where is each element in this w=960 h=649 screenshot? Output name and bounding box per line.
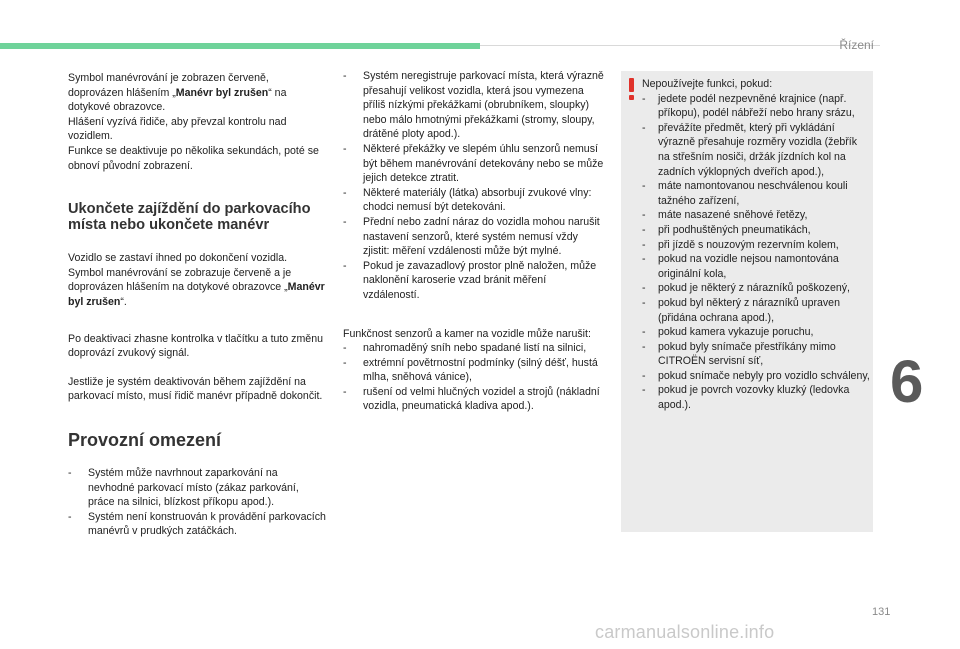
column-middle	[343, 69, 605, 414]
sensor-list	[343, 341, 605, 414]
message-manevr-zrusen: Manévr byl zrušen	[175, 86, 269, 99]
list-item: - Některé překážky ve slepém úhlu senzorů nemusí být během manévrování detekovány nebo se může jejich detekce ztratit.	[343, 142, 605, 186]
page-number: 131	[872, 606, 891, 618]
list-item: - Systém může navrhnout zaparkování na nevhodné parkovací místo (zákaz parkování, práce na silnici, blízkost příkopu apod.).	[68, 466, 326, 510]
column-left	[68, 71, 326, 539]
list-item: - při jízdě s nouzovým rezervním kolem,	[642, 238, 870, 253]
list-item: - Přední nebo zadní náraz do vozidla mohou narušit nastavení senzorů, které systém nemusí vždy zjistit: měření vzdálenosti může být mylné.	[343, 215, 605, 259]
paragraph-stop: Vozidlo se zastaví ihned po dokončení vozidla. Symbol manévrování se zobrazuje červeně a je doprovázen hlášením na dotykové obrazovce „Manévr byl zrušen“.	[68, 252, 325, 308]
list-item: - nahromaděný sníh nebo spadané listí na silnici,	[343, 341, 605, 356]
list-item: - Systém neregistruje parkovací místa, která výrazně přesahují velikost vozidla, která jsou vymezena příliš nízkými překážkami (obrubníkem, sloupky) nebo málo hmotnými překážkami (stromy, sloupy, drátěné ploty apod.).	[343, 69, 605, 142]
chapter-number: 6	[890, 348, 924, 415]
list-item: - při podhuštěných pneumatikách,	[642, 223, 870, 238]
list-item: - pokud snímače nebyly pro vozidlo schváleny,	[642, 369, 870, 384]
sensor-intro: Funkčnost senzorů a kamer na vozidle může narušit:	[343, 327, 591, 340]
watermark-text: carmanualsonline.info	[595, 622, 775, 642]
list-item: - máte namontovanou neschválenou kouli tažného zařízení,	[642, 179, 870, 208]
warning-intro: Nepoužívejte funkci, pokud:	[642, 78, 773, 90]
list-item: - převážíte předmět, který při vykládání výrazně přesahuje rozměry vozidla (žebřík na střešním nosiči, držák jízdních kol na zadních výklopných dveřích apod.),	[642, 121, 870, 179]
paragraph-finish-manoeuvre: Jestliže je systém deaktivován během zajíždění na parkovací místo, musí řidič manévr případně dokončit.	[68, 375, 323, 403]
warning-list	[642, 92, 870, 413]
list-item: - Pokud je zavazadlový prostor plně naložen, může naklonění karoserie vzad bránit měření vzdáleností.	[343, 259, 605, 303]
list-item: - pokud byly snímače přestříkány mimo CITROËN servisní síť,	[642, 340, 870, 369]
heading-end-parking: Ukončete zajíždění do parkovacího místa nebo ukončete manévr	[68, 201, 311, 234]
list-item: - extrémní povětrnostní podmínky (silný déšť, hustá mlha, sněhová vánice),	[343, 356, 605, 385]
limits-list-continued	[343, 69, 605, 303]
header-rule	[480, 45, 880, 46]
list-item: - jedete podél nezpevněné krajnice (např. příkopu), podél nábřeží nebo hrany srázu,	[642, 92, 870, 121]
list-item: - Systém není konstruován k provádění parkovacích manévrů v prudkých zatáčkách.	[68, 510, 326, 539]
list-item: - pokud byl některý z nárazníků upraven (přidána ochrana apod.),	[642, 296, 870, 325]
list-item: - pokud je některý z nárazníků poškozený,	[642, 281, 870, 296]
warning-exclamation-icon	[628, 78, 636, 100]
list-item: - pokud na vozidle nejsou namontována originální kola,	[642, 252, 870, 281]
list-item: - rušení od velmi hlučných vozidel a strojů (nákladní vozidla, pneumatická kladiva apod.).	[343, 385, 605, 414]
list-item: - Některé materiály (látka) absorbují zvukové vlny: chodci nemusí být detekováni.	[343, 186, 605, 215]
header-accent-bar	[0, 43, 480, 49]
paragraph-deactivation: Po deaktivaci zhasne kontrolka v tlačítku a tuto změnu doprovází zvukový signál.	[68, 332, 323, 360]
heading-operating-limits: Provozní omezení	[68, 429, 222, 450]
section-title: Řízení	[839, 38, 874, 52]
intro-paragraph: Symbol manévrování je zobrazen červeně, doprovázen hlášením „Manévr byl zrušen“ na dotykové obrazovce. Hlášení vyzívá řidiče, aby převzal kontrolu nad vozidlem. Funkce se deaktivuje po několika sekundách, poté se obnoví původní zobrazení.	[68, 72, 319, 172]
message-manevr-zrusen-2: Manévr byl zrušen	[68, 281, 325, 308]
list-item: - máte nasazené sněhové řetězy,	[642, 208, 870, 223]
list-item: - pokud kamera vykazuje poruchu,	[642, 325, 870, 340]
warning-content	[642, 77, 870, 413]
limits-list	[68, 466, 326, 539]
list-item: - pokud je povrch vozovky kluzký (ledovka apod.).	[642, 383, 870, 412]
